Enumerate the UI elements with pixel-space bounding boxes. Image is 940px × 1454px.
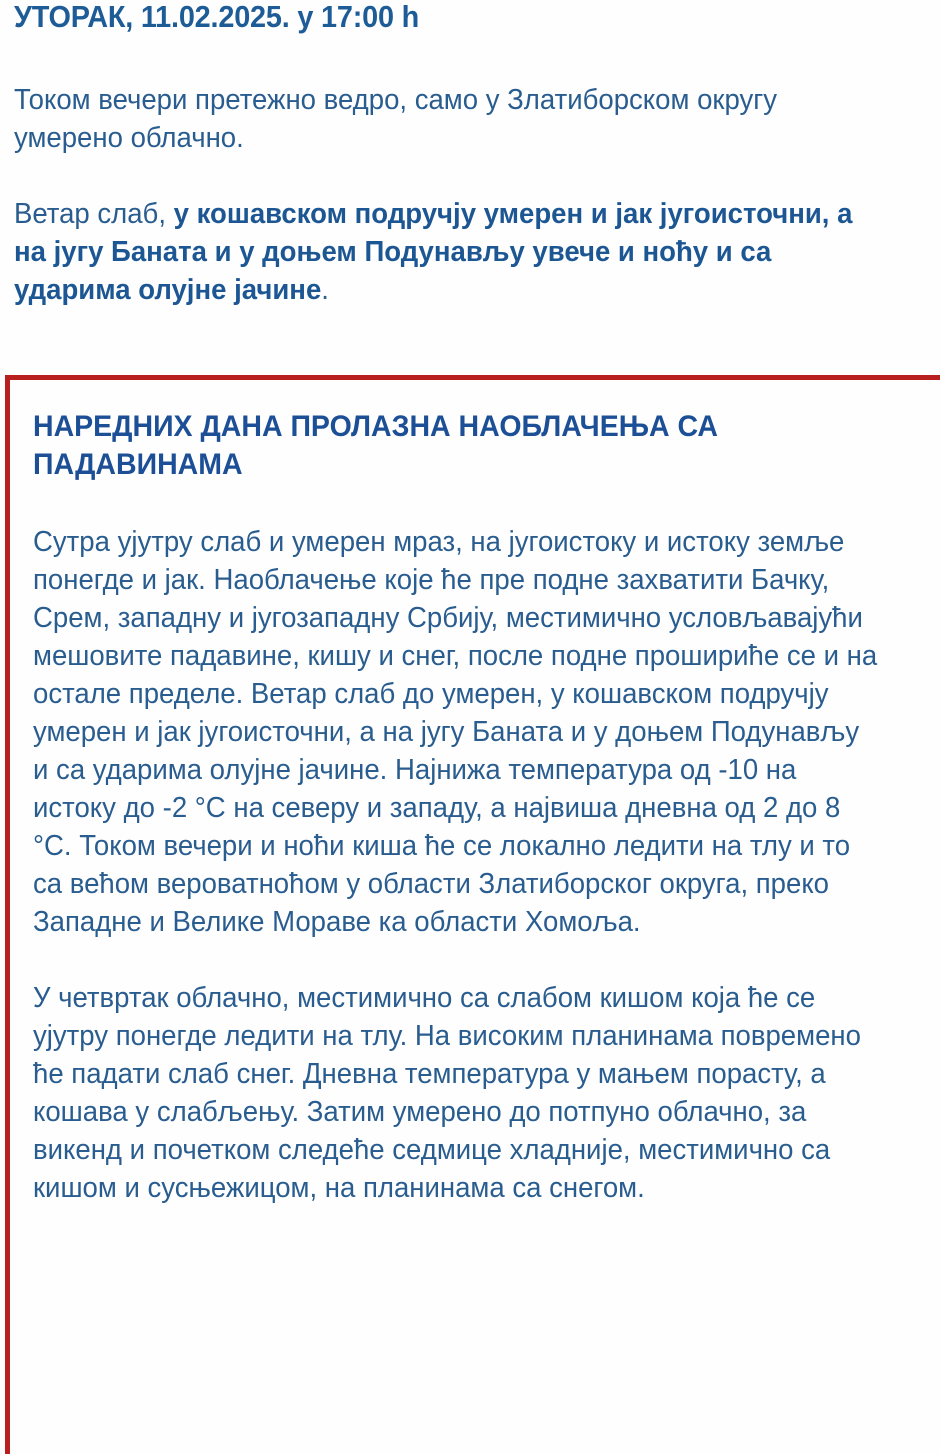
intro-paragraph-evening: Током вечери претежно ведро, само у Златиборском округу умерено облачно. [14,84,778,154]
wind-tail-text: . [321,274,329,306]
alert-paragraph-thursday: У четвртак облачно, местимично са слабом кишом која ће се ујутру понегде ледити на тлу. На високим планинама повремено ће падати слаб снег. Дневна температура у мањем порасту, а кошава у слабљењу. Затим умерено до потпуно облачно, за викенд и почетком следеће седмице хладније, местимично са кишом и сусњежицом, на планинама са снегом. [33,982,861,1204]
alert-heading: НАРЕДНИХ ДАНА ПРОЛАЗНА НАОБЛАЧЕЊА СА ПАДАВИНАМА [33,410,718,481]
intro-section [0,0,940,309]
alert-paragraph-tomorrow: Сутра ујутру слаб и умерен мраз, на југоистоку и истоку земље понегде и јак. Наоблачење које ће пре подне захватити Бачку, Срем, западну и југозападну Србију, местимично условљавајући мешовите падавине, кишу и снег, после подне прошириће се и на остале пределе. Ветар слаб до умерен, у кошавском подручју умерен и јак југоисточни, а на југу Баната и у доњем Подунављу и са ударима олујне јачине. Најнижа температура од -10 на истоку до -2 °C на северу и западу, а највиша дневна од 2 до 8 °C. Током вечери и ноћи киша ће се локално ледити на тлу и то са већом вероватноћом у области Златиборског округа, преко Западне и Велике Мораве ка области Хомоља. [33,526,878,938]
intro-paragraph-wind [14,195,880,309]
wind-emphasis-text: у кошавском подручју умерен и јак југоисточни, а на југу Баната и у доњем Подунављу увече и ноћу и са ударима олујне јачине [14,198,853,306]
weather-alert-box [5,375,940,1454]
wind-lead-text: Ветар слаб, [14,198,174,230]
page-title: УТОРАК, 11.02.2025. у 17:00 h [14,0,420,34]
